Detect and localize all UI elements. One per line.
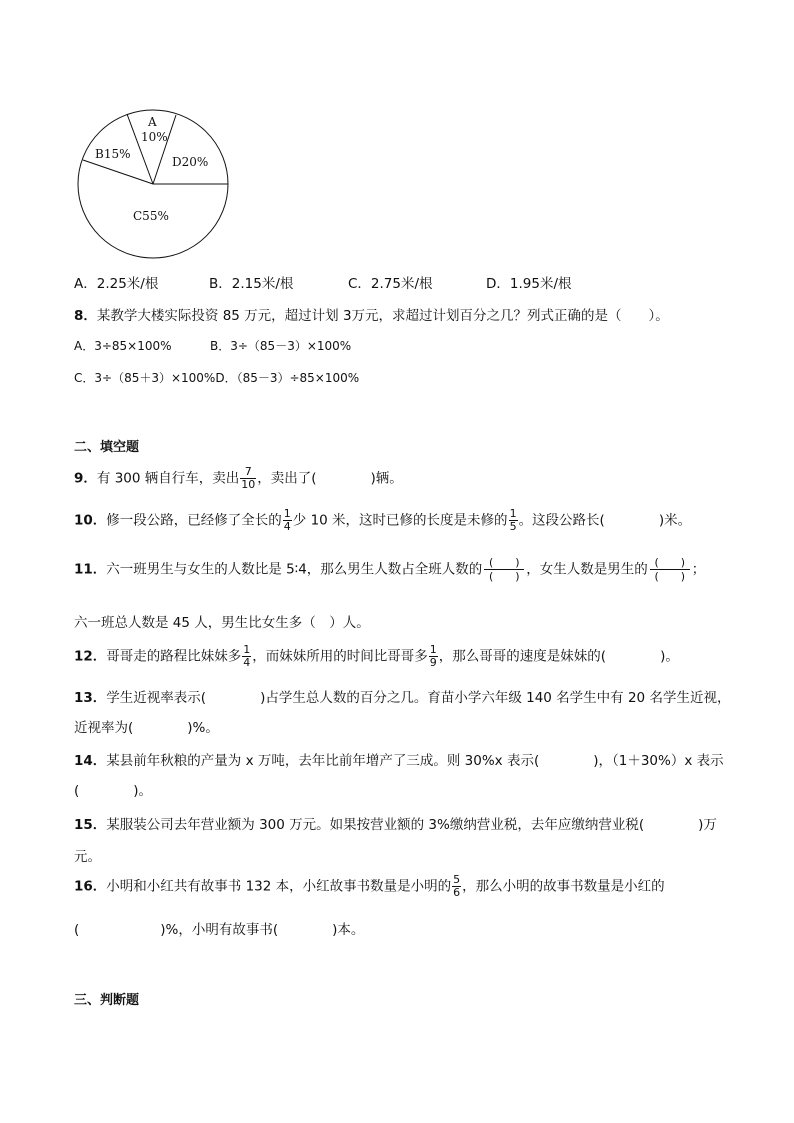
question-text-mid: ，而妹妹所用的时间比哥哥多 [252,648,428,665]
question-text[interactable]: 某县前年秋粮的产量为 x 万吨，去年比前年增产了三成。则 30%x 表示( )，（1＋30%）x 表示 [106,753,724,769]
section-heading-fill-blank: 二、填空题 [74,440,140,455]
fraction-denominator: 5 [509,520,517,533]
question-text-pre: 六一班男生与女生的人数比是 5∶4，那么男生人数占全班人数的 [106,561,483,578]
blank-fraction[interactable] [484,556,524,583]
blank-numerator[interactable]: ( ) [650,556,690,570]
question-number: 14． [74,753,107,769]
fraction [452,874,461,899]
blank-numerator[interactable]: ( ) [484,556,524,570]
question-14-line-2[interactable]: ( )。 [74,783,153,799]
q7-option-d[interactable]: D．1.95米/根 [486,276,572,292]
pie-label-c: C55% [133,209,169,223]
question-16 [74,874,665,899]
fraction [509,508,518,533]
question-13-line-2[interactable]: 近视率为( )%。 [74,720,219,736]
question-8 [74,304,669,324]
pie-label-b: B15% [95,147,131,161]
fraction-numerator: 7 [240,466,256,479]
pie-divider-b [83,160,153,184]
fraction-numerator: 1 [283,507,291,520]
fraction-numerator: 1 [429,643,437,656]
question-text-mid: ，女生人数是男生的 [526,561,648,578]
fraction-numerator: 5 [453,873,461,886]
question-text-post: ； [691,561,706,578]
fraction-denominator: 4 [243,656,251,669]
question-number: 12． [74,648,107,665]
question-12 [74,644,679,669]
question-number: 15． [74,817,107,833]
question-text-mid: 少 10 米，这时已修的长度是未修的 [292,512,508,529]
blank-denominator[interactable]: ( ) [654,570,686,583]
question-text-pre: 有 300 辆自行车，卖出 [96,470,240,487]
question-15 [74,813,717,833]
pie-label-a-percent: 10% [141,130,168,144]
question-text-pre: 哥哥走的路程比妹妹多 [106,648,242,665]
blank-fraction[interactable] [650,556,690,583]
question-text-pre: 修一段公路，已经修了全长的 [106,512,282,529]
pie-chart [70,106,235,261]
fraction [242,644,251,669]
pie-label-a-letter: A [148,115,157,129]
question-9 [74,466,403,491]
question-number: 9． [74,470,97,487]
question-10 [74,508,691,533]
blank-denominator[interactable]: ( ) [488,570,520,583]
q7-option-c[interactable]: C．2.75米/根 [348,276,433,292]
section-heading-true-false: 三、判断题 [74,993,140,1008]
question-text: 某教学大楼实际投资 85 万元，超过计划 3万元，求超过计划百分之几？列式正确的是（ ）。 [96,308,669,324]
question-text-post[interactable]: ，那么哥哥的速度是妹妹的( )。 [438,648,679,665]
question-text[interactable]: 某服装公司去年营业额为 300 万元。如果按营业额的 3%缴纳营业税，去年应缴纳营业税( )万 [106,817,717,833]
question-number: 10． [74,512,107,529]
question-11-line-2[interactable]: 六一班总人数是 45 人，男生比女生多（ ）人。 [74,615,370,631]
question-text-pre: 小明和小红共有故事书 132 本，小红故事书数量是小明的 [106,878,452,895]
fraction-denominator: 9 [429,656,437,669]
question-number: 13． [74,690,107,706]
question-13 [74,686,730,706]
q8-options-c-d[interactable]: C．3÷（85＋3）×100%D．（85－3）÷85×100% [74,371,360,385]
fraction [283,508,292,533]
question-number: 11． [74,561,107,578]
fraction-numerator: 1 [509,507,517,520]
question-number: 8． [74,308,97,324]
question-text[interactable]: 学生近视率表示( )占学生总人数的百分之几。育苗小学六年级 140 名学生中有 20 名学生近视， [106,690,731,706]
question-11 [74,556,705,583]
fraction-denominator: 6 [453,886,461,899]
fraction-denominator: 10 [241,478,256,491]
question-text-post[interactable]: ，卖出了( )辆。 [257,470,403,487]
question-number: 16． [74,878,107,895]
fraction-numerator: 1 [243,643,251,656]
q8-option-a[interactable]: A．3÷85×100% [74,339,172,353]
q7-option-a[interactable]: A．2.25米/根 [74,276,159,292]
question-14 [74,749,724,769]
q7-option-b[interactable]: B．2.15米/根 [209,276,294,292]
question-text-post: ，那么小明的故事书数量是小红的 [462,878,665,895]
question-16-line-2[interactable]: ( )%，小明有故事书( )本。 [74,922,365,938]
fraction-denominator: 4 [283,520,291,533]
pie-label-d: D20% [172,155,209,169]
question-15-line-2: 元。 [74,849,101,865]
q8-option-b[interactable]: B．3÷（85－3）×100% [210,339,352,353]
fraction [429,644,438,669]
question-text-post[interactable]: 。这段公路长( )米。 [518,512,692,529]
fraction [240,466,256,491]
